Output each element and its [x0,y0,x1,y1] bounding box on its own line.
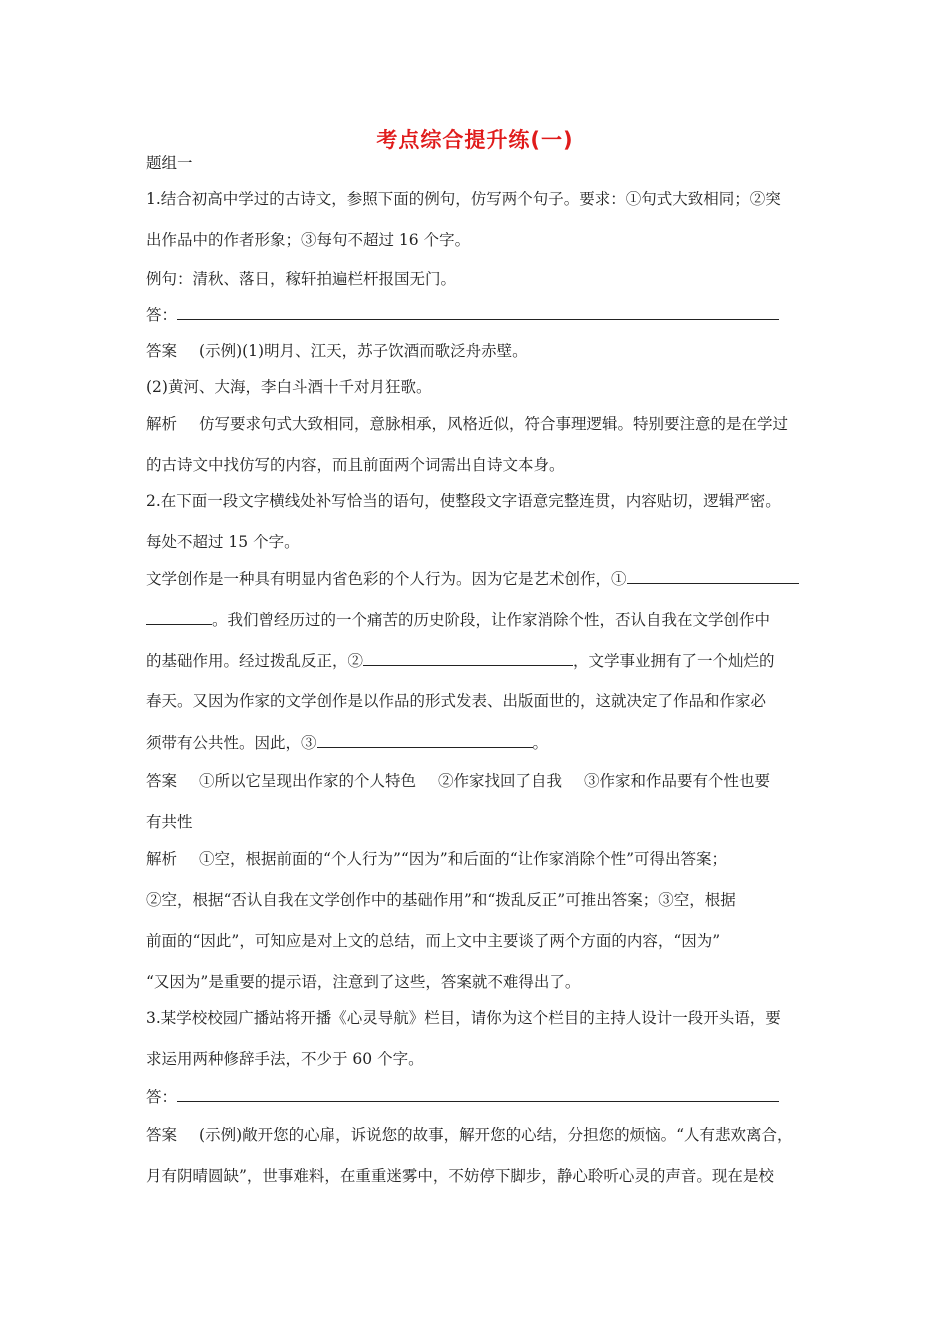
q2-explanation-line-4: “又因为”是重要的提示语，注意到了这些，答案就不难得出了。 [146,973,581,991]
q1-explanation-line-1: 仿写要求句式大致相同，意脉相承，风格近似，符合事理逻辑。特别要注意的是在学过 [199,415,789,433]
q2-passage-line-5 [146,731,816,754]
q3-answer-line-1: (示例)敞开您的心扉，诉说您的故事，解开您的心结，分担您的烦恼。“人有悲欢离合， [199,1126,793,1144]
q2-passage-line-3 [146,649,816,672]
q1-answer-line-2: (2)黄河、大海，李白斗酒十千对月狂歌。 [146,378,432,396]
q2-passage-line-4: 春天。又因为作家的文学创作是以作品的形式发表、出版面世的，这就决定了作品和作家必 [146,692,767,710]
q2-explanation [146,848,816,870]
q2-passage-line-2 [146,608,816,631]
q2-stem-line-1: 2.在下面一段文字横线处补写恰当的语句，使整段文字语意完整连贯，内容贴切，逻辑严密。 [146,492,781,510]
q2-blank-1-continued[interactable] [146,608,212,625]
q3-answer-label-text: 答案 [146,1126,178,1144]
q1-stem-line-1: 1.结合初高中学过的古诗文，参照下面的例句，仿写两个句子。要求：①句式大致相同；②突 [146,190,781,208]
page-title: 考点综合提升练(一) [376,128,574,152]
q2-stem-line-2: 每处不超过 15 个字。 [146,533,300,551]
q3-stem-line-2: 求运用两种修辞手法，不少于 60 个字。 [146,1050,424,1068]
q2-answer-line-2: 有共性 [146,813,193,831]
q2-answer-3: ③作家和作品要有个性也要 [584,772,771,790]
q3-answer-line-2: 月有阴晴圆缺”，世事难料，在重重迷雾中，不妨停下脚步，静心聆听心灵的声音。现在是校 [146,1167,774,1185]
q3-answer [146,1124,816,1146]
q3-answer-line [146,1085,816,1108]
q3-answer-label: 答： [146,1088,178,1106]
q1-answer-label-text: 答案 [146,342,178,360]
q1-answer [146,340,816,362]
q1-answer-label: 答： [146,306,178,324]
q2-answer-2: ②作家找回了自我 [438,772,563,790]
q1-stem-line-2: 出作品中的作者形象；③每句不超过 16 个字。 [146,231,471,249]
q2-passage-line-1 [146,567,816,590]
q2-explanation-line-3: 前面的“因此”，可知应是对上文的总结，而上文中主要谈了两个方面的内容，“因为” [146,932,721,950]
q2-passage-text-3: 的基础作用。经过拨乱反正，② [146,652,364,670]
q2-passage-text-1: 文学创作是一种具有明显内省色彩的个人行为。因为它是艺术创作，① [146,570,627,588]
q1-explanation [146,413,816,435]
q2-answer-label: 答案 [146,772,178,790]
q1-explanation-line-2: 的古诗文中找仿写的内容，而且前面两个词需出自诗文本身。 [146,456,565,474]
q2-blank-2[interactable] [363,649,573,666]
q2-blank-3[interactable] [317,731,533,748]
q2-answer-1: ①所以它呈现出作家的个人特色 [199,772,417,790]
q2-blank-1[interactable] [627,567,799,584]
q2-passage-text-3b: ，文学事业拥有了一个灿烂的 [573,652,775,670]
q1-answer-line-1: (示例)(1)明月、江天，苏子饮酒而歌泛舟赤壁。 [199,342,528,360]
q2-answer [146,770,816,792]
q1-explanation-label: 解析 [146,415,178,433]
q2-explanation-label: 解析 [146,850,178,868]
q2-explanation-line-1: ①空，根据前面的“个人行为”“因为”和后面的“让作家消除个性”可得出答案； [199,850,728,868]
q2-passage-text-5b: 。 [532,734,549,752]
q2-passage-text-2: 。我们曾经历过的一个痛苦的历史阶段，让作家消除个性，否认自我在文学创作中 [212,611,771,629]
q1-example: 例句：清秋、落日，稼轩拍遍栏杆报国无门。 [146,270,457,288]
q2-explanation-line-2: ②空，根据“否认自我在文学创作中的基础作用”和“拨乱反正”可推出答案；③空，根据 [146,891,736,909]
q3-stem-line-1: 3.某学校校园广播站将开播《心灵导航》栏目，请你为这个栏目的主持人设计一段开头语，要 [146,1009,781,1027]
q1-answer-blank[interactable] [177,303,779,320]
q2-passage-text-5: 须带有公共性。因此，③ [146,734,317,752]
q1-answer-line [146,303,816,326]
q3-answer-blank[interactable] [177,1085,779,1102]
group-heading: 题组一 [146,154,193,172]
